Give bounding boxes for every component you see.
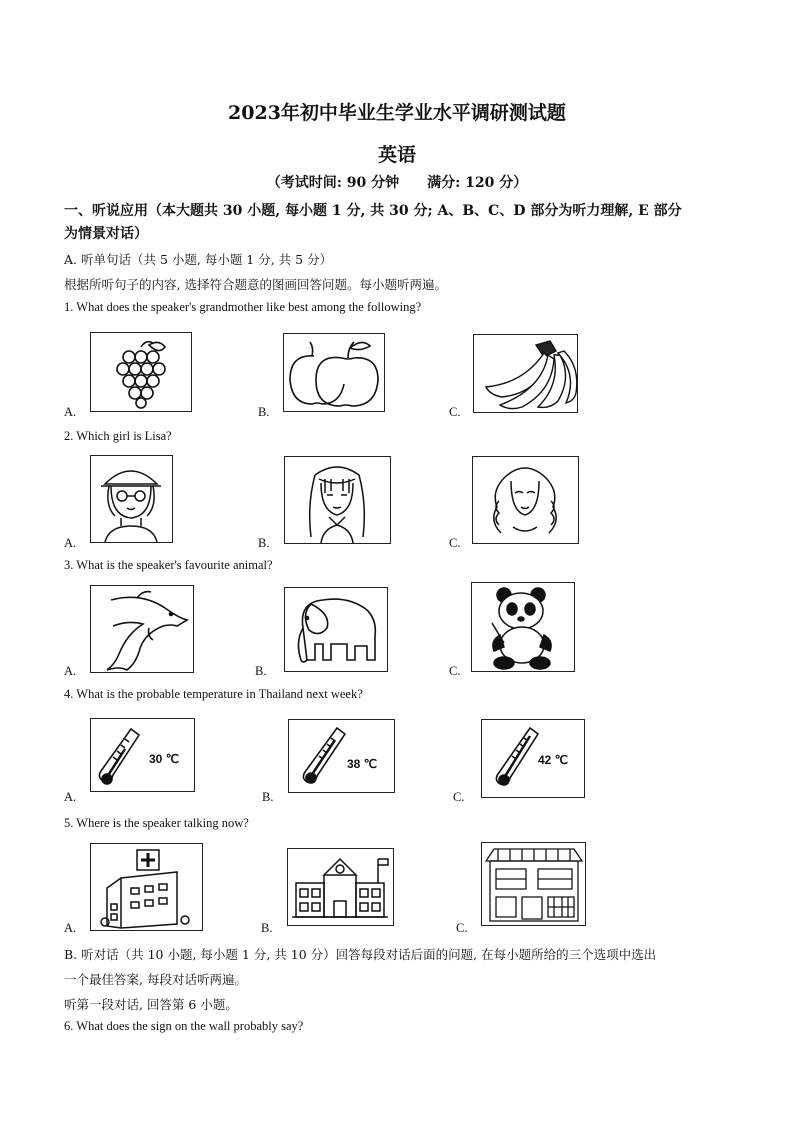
girl-hat-glasses-icon — [91, 456, 172, 542]
question-4: 4. What is the probable temperature in Thailand next week? — [64, 687, 363, 701]
elephant-icon — [285, 588, 387, 671]
question-6: 6. What does the sign on the wall probably say? — [64, 1019, 304, 1033]
q4-option-a[interactable]: A. — [64, 790, 77, 804]
elephant-image — [284, 587, 388, 672]
q3-option-c[interactable]: C. — [449, 664, 461, 678]
q3-option-b[interactable]: B. — [255, 664, 267, 678]
thermometer-b-icon — [289, 720, 394, 792]
full-score: 满分: 120 分） — [427, 175, 528, 191]
part-b-instructions: B. 听对话（共 10 小题, 每小题 1 分, 共 10 分）回答每段对话后面的问题, 在每小题所给的三个选项中选出 — [64, 947, 657, 962]
girl-c-image — [472, 456, 579, 544]
q3-option-a[interactable]: A. — [64, 664, 77, 678]
q2-option-b[interactable]: B. — [258, 536, 270, 550]
apples-icon — [284, 334, 384, 411]
q5-option-c[interactable]: C. — [456, 921, 468, 935]
thermometer-c-icon — [482, 720, 584, 797]
shop-image — [481, 842, 586, 926]
dolphin-image — [90, 585, 194, 673]
girl-long-hair-icon — [285, 457, 390, 543]
hospital-icon — [91, 844, 202, 930]
exam-info — [0, 172, 794, 192]
q4-option-c[interactable]: C. — [453, 790, 465, 804]
exam-time: （考试时间: 90 分钟 — [266, 175, 400, 191]
q1-option-b[interactable]: B. — [258, 405, 270, 419]
grapes-image — [90, 332, 192, 412]
question-2: 2. Which girl is Lisa? — [64, 429, 172, 443]
bananas-icon — [474, 335, 577, 412]
thermometer-c-image — [481, 719, 585, 798]
thermometer-b-image — [288, 719, 395, 793]
apples-image — [283, 333, 385, 412]
q1-option-a[interactable]: A. — [64, 405, 77, 419]
hospital-image — [90, 843, 203, 931]
panda-icon — [472, 583, 574, 671]
part-a-title: A. 听单句话（共 5 小题, 每小题 1 分, 共 5 分） — [64, 252, 333, 267]
bananas-image — [473, 334, 578, 413]
part-b-instructions-cont: 一个最佳答案, 每段对话听两遍。 — [64, 972, 247, 987]
subject-title: 英语 — [377, 144, 416, 166]
temp-b-label: 38 ℃ — [347, 757, 378, 771]
question-3: 3. What is the speaker's favourite animal? — [64, 558, 273, 572]
section-heading: 一、听说应用（本大题共 30 小题, 每小题 1 分, 共 30 分; A、B、C、D 部分为听力理解, E 部分 — [64, 203, 682, 219]
thermometer-a-image — [90, 718, 195, 792]
school-image — [287, 848, 394, 926]
temp-c-label: 42 ℃ — [538, 753, 569, 767]
dolphin-icon — [91, 586, 193, 672]
dialogue-1-intro: 听第一段对话, 回答第 6 小题。 — [64, 997, 238, 1012]
question-1: 1. What does the speaker's grandmother like best among the following? — [64, 300, 422, 314]
girl-curly-hair-icon — [473, 457, 578, 543]
grapes-icon — [91, 333, 191, 411]
q5-option-b[interactable]: B. — [261, 921, 273, 935]
school-icon — [288, 849, 393, 925]
q2-option-a[interactable]: A. — [64, 536, 77, 550]
girl-a-image — [90, 455, 173, 543]
section-heading-cont: 为情景对话） — [64, 226, 148, 242]
temp-a-label: 30 ℃ — [149, 752, 180, 766]
thermometer-a-icon — [91, 719, 194, 791]
exam-title: 2023年初中毕业生学业水平调研测试题 — [228, 102, 566, 124]
part-a-instructions: 根据所听句子的内容, 选择符合题意的图画回答问题。每小题听两遍。 — [64, 277, 447, 292]
girl-b-image — [284, 456, 391, 544]
panda-image — [471, 582, 575, 672]
q5-option-a[interactable]: A. — [64, 921, 77, 935]
question-5: 5. Where is the speaker talking now? — [64, 816, 249, 830]
q1-option-c[interactable]: C. — [449, 405, 461, 419]
q2-option-c[interactable]: C. — [449, 536, 461, 550]
q4-option-b[interactable]: B. — [262, 790, 274, 804]
shop-icon — [482, 843, 585, 925]
